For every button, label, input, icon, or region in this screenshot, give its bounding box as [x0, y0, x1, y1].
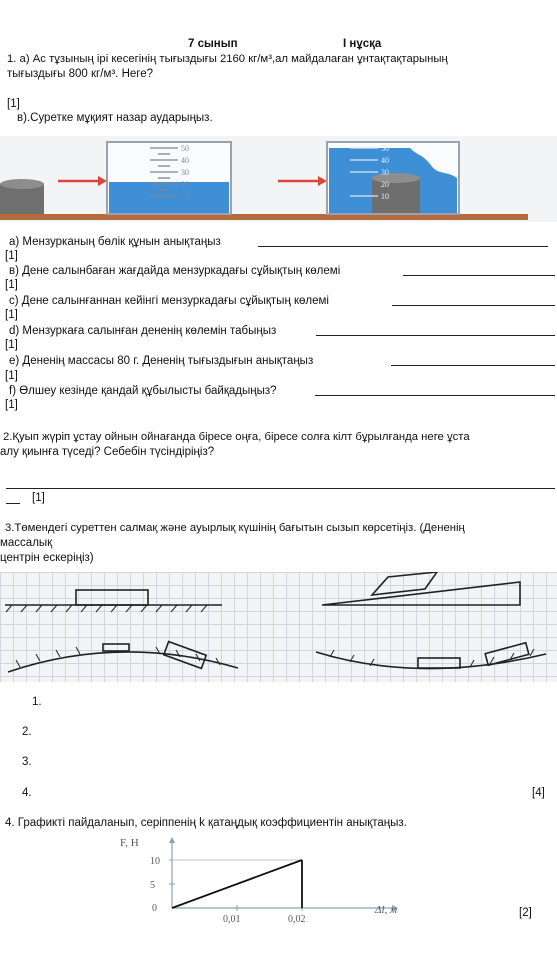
svg-text:50: 50 — [381, 144, 389, 153]
answer-line-d[interactable] — [316, 335, 555, 336]
svg-text:20: 20 — [181, 180, 189, 189]
q2-answer-line-2[interactable] — [6, 503, 20, 504]
q1-text-line1: 1. а) Ас тұзының ірі кесегінің тығыздығы 2160 кг/м³,ал майдалаған ұнтақтақтарының — [7, 53, 448, 65]
answer-line-f[interactable] — [315, 395, 555, 396]
svg-text:10: 10 — [381, 192, 389, 201]
svg-text:20: 20 — [381, 180, 389, 189]
q1-item-e-mark: [1] — [5, 370, 18, 382]
variant-heading: I нұсқа — [343, 38, 382, 50]
force-series-line — [172, 860, 302, 908]
q3-answer-4: 4. — [22, 787, 32, 799]
q1-item-f-mark: [1] — [5, 399, 18, 411]
q1-item-b-mark: [1] — [5, 279, 18, 291]
q3-text-line2: массалық — [0, 537, 53, 549]
q2-text-line1: 2.Қуып жүріп ұстау ойнын ойнағанда біресе оңға, біресе солға кілт бұрылғанда неге ұста — [3, 431, 470, 443]
q3-text-line1: 3.Төмендегі суреттен салмақ және ауырлық күшінің бағытын сызып көрсетіңіз. (Дененің — [5, 522, 465, 534]
y-axis-label: F, Н — [120, 837, 139, 849]
q1-mark: [1] — [7, 98, 20, 110]
svg-text:30: 30 — [381, 168, 389, 177]
answer-line-a[interactable] — [258, 246, 548, 247]
x-axis-label: Δl, м — [375, 904, 398, 916]
origin-label: 0 — [152, 903, 157, 914]
answer-line-e[interactable] — [391, 365, 555, 366]
q1-item-b: в) Дене салынбаған жағдайда мензуркадағы сұйықтың көлемі — [9, 265, 341, 277]
cylinder-empty — [107, 142, 231, 214]
q4-mark: [2] — [519, 907, 532, 919]
svg-text:40: 40 — [181, 156, 189, 165]
q1-text-line2: тығыздығы 800 кг/м³. Неге? — [7, 68, 154, 80]
y-tick-label: 5 — [150, 880, 155, 891]
answer-line-b[interactable] — [403, 275, 555, 276]
svg-text:10: 10 — [181, 192, 189, 201]
svg-text:50: 50 — [181, 144, 189, 153]
q1-item-a-mark: [1] — [5, 250, 18, 262]
q3-answer-1: 1. — [32, 696, 42, 708]
grade-heading: 7 сынып — [188, 38, 238, 50]
q2-answer-line-1[interactable] — [6, 488, 555, 489]
q1-item-d-mark: [1] — [5, 339, 18, 351]
q1-item-d: d) Мензуркаға салынған дененің көлемін табыңыз — [9, 325, 277, 337]
q3-mark: [4] — [532, 787, 545, 799]
cylinder-with-body — [327, 142, 459, 214]
measuring-cylinder-figure — [0, 136, 557, 222]
q1-item-c-mark: [1] — [5, 309, 18, 321]
q3-text-line3: центрін ескеріңіз) — [0, 552, 94, 564]
svg-text:40: 40 — [381, 156, 389, 165]
q1-item-c: с) Дене салынғаннан кейінгі мензуркадағы сұйықтың көлемі — [9, 295, 329, 307]
x-tick-label: 0,01 — [223, 914, 241, 924]
spring-force-chart — [110, 834, 430, 924]
q1-item-a: а) Мензурканың бөлік құнын анықтаңыз — [9, 236, 221, 248]
forces-figure — [0, 572, 557, 682]
y-tick-label: 10 — [150, 856, 160, 867]
q3-answer-3: 3. — [22, 756, 32, 768]
q1-item-f: f) Өлшеу кезінде қандай құбылысты байқадыңыз? — [9, 385, 277, 397]
x-tick-label: 0,02 — [288, 914, 306, 924]
q2-text-line2: алу қиынға түседі? Себебін түсіндіріңіз? — [0, 446, 215, 458]
q1-item-e: е) Дененің массасы 80 г. Дененің тығыздығын анықтаңыз — [9, 355, 314, 367]
metal-weight-left — [0, 179, 44, 214]
y-axis-arrow — [169, 837, 175, 843]
q2-mark: [1] — [32, 492, 45, 504]
answer-line-c[interactable] — [392, 305, 555, 306]
q4-text: 4. Графикті пайдаланып, серіппенің k қатаңдық коэффициентін анықтаңыз. — [5, 817, 407, 829]
q3-answer-2: 2. — [22, 726, 32, 738]
svg-text:30: 30 — [181, 168, 189, 177]
q1-sub-b: в).Суретке мұқият назар аударыңыз. — [17, 112, 213, 124]
